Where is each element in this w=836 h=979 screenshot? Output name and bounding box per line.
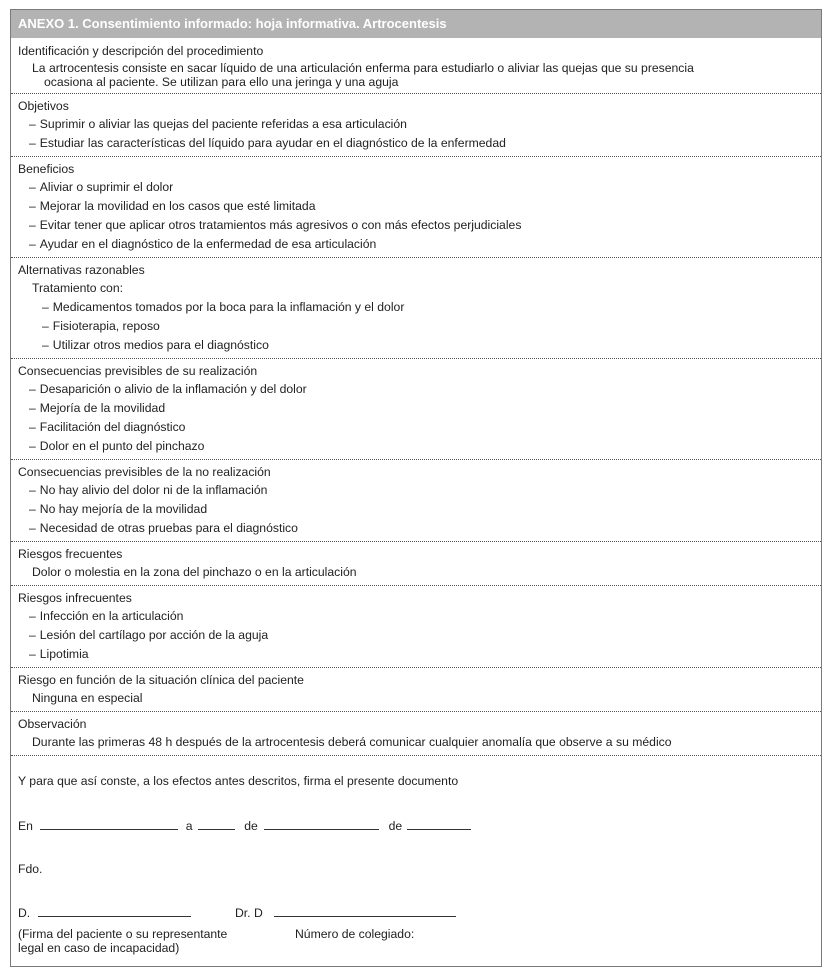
list-item: – Infección en la articulación bbox=[29, 609, 184, 623]
alternativas-intro: Tratamiento con: bbox=[32, 281, 123, 295]
doctor-name-blank[interactable] bbox=[274, 905, 456, 917]
a-label: a bbox=[185, 819, 193, 833]
list-item: – Necesidad de otras pruebas para el diagnóstico bbox=[29, 521, 298, 535]
consent-document bbox=[10, 9, 822, 967]
en-label: En bbox=[18, 819, 33, 833]
section-title: Riesgos frecuentes bbox=[18, 547, 123, 561]
de-label-2: de bbox=[388, 819, 403, 833]
document-title: ANEXO 1. Consentimiento informado: hoja informativa. Artrocentesis bbox=[11, 10, 821, 38]
section-identificacion bbox=[11, 38, 821, 94]
riesgo-situacion-text: Ninguna en especial bbox=[32, 691, 143, 705]
colegiado-label: Número de colegiado: bbox=[295, 927, 415, 941]
section-riesgos-infrecuentes bbox=[11, 586, 821, 668]
section-consecuencias-no-realizacion bbox=[11, 460, 821, 542]
description-line-2: ocasiona al paciente. Se utilizan para ello una jeringa y una aguja bbox=[44, 75, 399, 89]
section-riesgos-frecuentes bbox=[11, 542, 821, 586]
year-blank[interactable] bbox=[407, 818, 471, 830]
day-blank[interactable] bbox=[198, 818, 235, 830]
list-item: – No hay mejoría de la movilidad bbox=[29, 502, 208, 516]
list-item: – Desaparición o alivio de la inflamación y del dolor bbox=[29, 382, 307, 396]
list-item: – Utilizar otros medios para el diagnóstico bbox=[42, 338, 269, 352]
section-consecuencias-realizacion bbox=[11, 359, 821, 460]
list-item: – Fisioterapia, reposo bbox=[42, 319, 160, 333]
month-blank[interactable] bbox=[264, 818, 379, 830]
list-item: – Facilitación del diagnóstico bbox=[29, 420, 186, 434]
list-item: – Mejoría de la movilidad bbox=[29, 401, 166, 415]
list-item: – Ayudar en el diagnóstico de la enfermedad de esa articulación bbox=[29, 237, 377, 251]
list-item: – Mejorar la movilidad en los casos que esté limitada bbox=[29, 199, 316, 213]
section-objetivos bbox=[11, 94, 821, 157]
section-title: Consecuencias previsibles de la no realización bbox=[18, 465, 271, 479]
section-title: Beneficios bbox=[18, 162, 75, 176]
list-item: – Suprimir o aliviar las quejas del paciente referidas a esa articulación bbox=[29, 117, 407, 131]
patient-signature-caption: (Firma del paciente o su representante legal en caso de incapacidad) bbox=[18, 927, 228, 955]
d-label: D. bbox=[18, 906, 31, 920]
list-item: – Lipotimia bbox=[29, 647, 89, 661]
doctor-signature-line bbox=[235, 905, 456, 920]
section-title: Alternativas razonables bbox=[18, 263, 145, 277]
place-blank[interactable] bbox=[40, 818, 178, 830]
section-riesgo-situacion bbox=[11, 668, 821, 712]
list-item: – Lesión del cartílago por acción de la aguja bbox=[29, 628, 269, 642]
section-beneficios bbox=[11, 157, 821, 258]
patient-signature-line bbox=[18, 905, 191, 920]
list-item: – Medicamentos tomados por la boca para la inflamación y el dolor bbox=[42, 300, 405, 314]
drd-label: Dr. D bbox=[235, 906, 263, 920]
description-line-1: La artrocentesis consiste en sacar líquido de una articulación enferma para estudiarlo o aliviar las quejas que su presencia bbox=[32, 61, 694, 75]
section-observacion bbox=[11, 712, 821, 756]
list-item: – Estudiar las características del líquido para ayudar en el diagnóstico de la enfermedad bbox=[29, 136, 506, 150]
observacion-text: Durante las primeras 48 h después de la artrocentesis deberá comunicar cualquier anomalía que observe a su médico bbox=[32, 735, 672, 749]
de-label-1: de bbox=[244, 819, 258, 833]
section-title: Observación bbox=[18, 717, 87, 731]
riesgos-frecuentes-text: Dolor o molestia en la zona del pinchazo o en la articulación bbox=[32, 565, 357, 579]
list-item: – Evitar tener que aplicar otros tratamientos más agresivos o con más efectos perjudiciales bbox=[29, 218, 522, 232]
place-date-line bbox=[18, 818, 471, 833]
section-title: Riesgos infrecuentes bbox=[18, 591, 132, 605]
statement-text: Y para que así conste, a los efectos antes descritos, firma el presente documento bbox=[18, 774, 459, 788]
section-title: Objetivos bbox=[18, 99, 69, 113]
list-item: – Dolor en el punto del pinchazo bbox=[29, 439, 205, 453]
section-title: Consecuencias previsibles de su realización bbox=[18, 364, 258, 378]
patient-name-blank[interactable] bbox=[38, 905, 191, 917]
section-alternativas bbox=[11, 258, 821, 359]
procedure-description bbox=[18, 61, 821, 89]
section-title: Riesgo en función de la situación clínica del paciente bbox=[18, 673, 304, 687]
list-item: – No hay alivio del dolor ni de la inflamación bbox=[29, 483, 268, 497]
fdo-label: Fdo. bbox=[18, 862, 43, 876]
list-item: – Aliviar o suprimir el dolor bbox=[29, 180, 174, 194]
section-title: Identificación y descripción del procedimiento bbox=[18, 44, 264, 58]
